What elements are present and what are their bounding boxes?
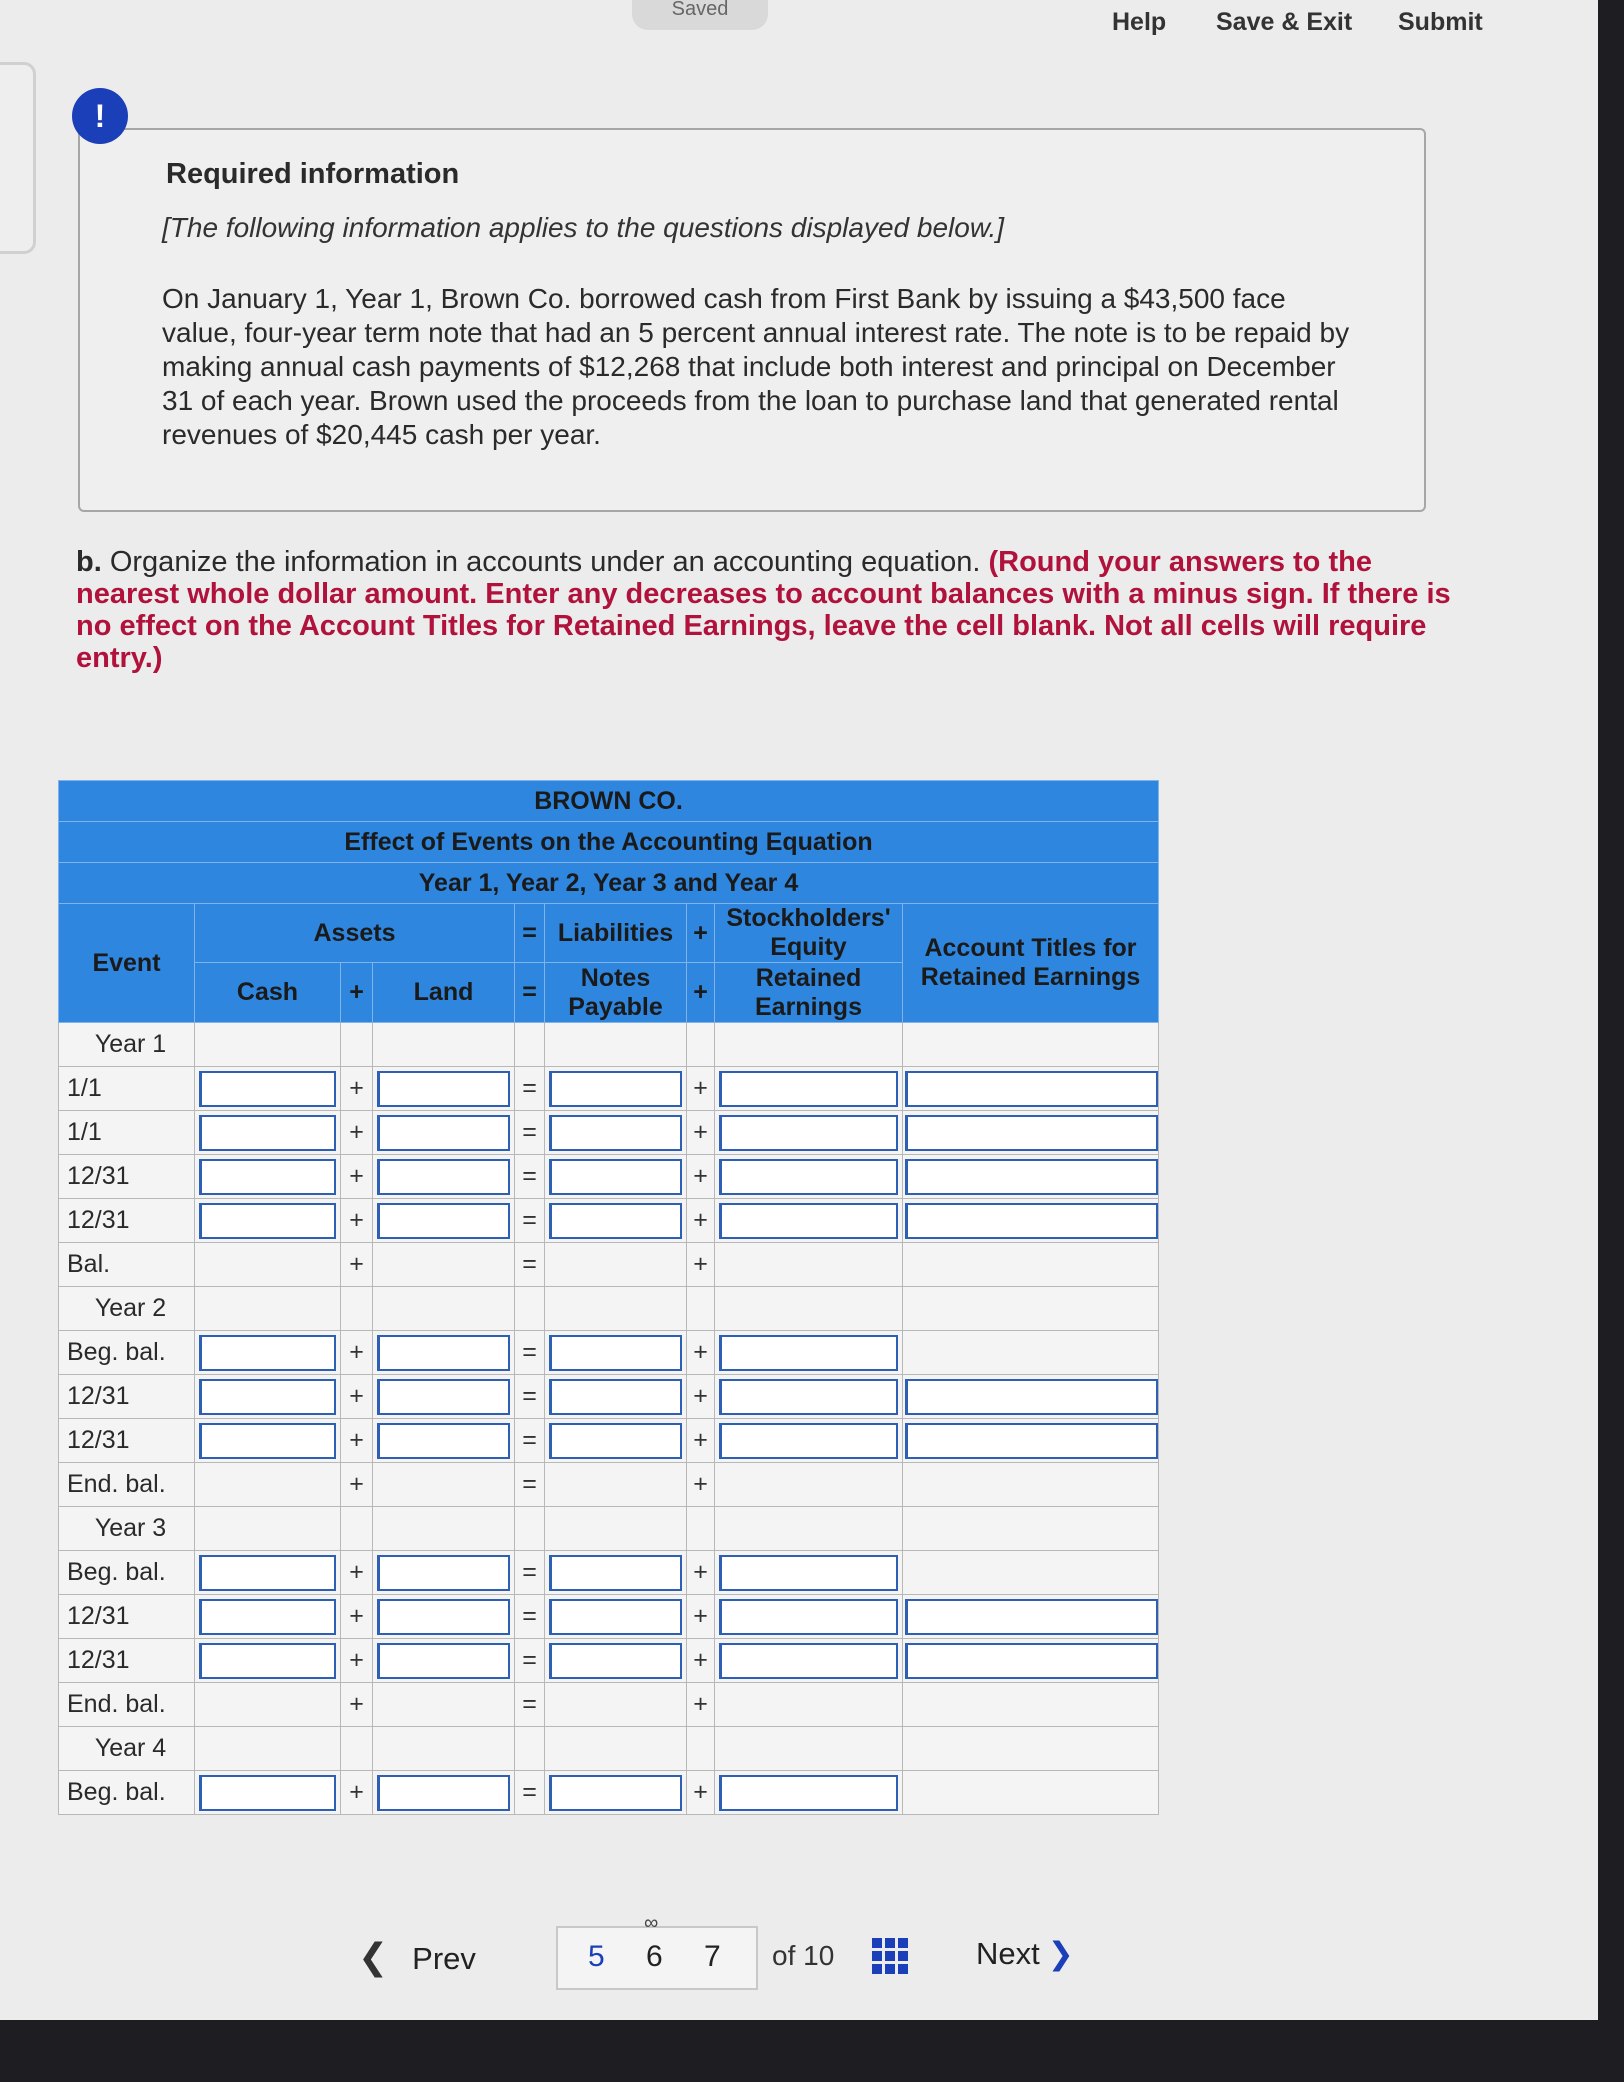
cash-input[interactable]	[199, 1775, 336, 1811]
plus-sign: +	[687, 1419, 715, 1463]
plus-sign: +	[341, 1595, 373, 1639]
plus-sign	[341, 1023, 373, 1067]
equals-sign: =	[515, 1375, 545, 1419]
table-period: Year 1, Year 2, Year 3 and Year 4	[59, 863, 1159, 904]
cash-cell	[195, 1551, 341, 1595]
equals-sign: =	[515, 1463, 545, 1507]
plus-sign: +	[687, 1199, 715, 1243]
equals-sign: =	[515, 1155, 545, 1199]
retained-earnings-input[interactable]	[719, 1335, 898, 1371]
plus-sign: +	[687, 1331, 715, 1375]
plus-sign: +	[341, 1243, 373, 1287]
table-row	[59, 1507, 1159, 1551]
equals-sign: =	[515, 1111, 545, 1155]
cash-cell	[195, 1067, 341, 1111]
land-cell	[373, 1683, 515, 1727]
notes-payable-cell	[545, 1155, 687, 1199]
next-label: Next	[976, 1936, 1040, 1971]
event-cell: Beg. bal.	[59, 1771, 195, 1815]
retained-earnings-cell	[715, 1727, 903, 1771]
land-cell	[373, 1419, 515, 1463]
plus-sign	[341, 1507, 373, 1551]
account-title-input[interactable]	[905, 1423, 1158, 1459]
account-title-input[interactable]	[905, 1203, 1158, 1239]
event-cell: 12/31	[59, 1199, 195, 1243]
account-title-cell	[903, 1067, 1159, 1111]
chevron-left-icon: ❮	[358, 1936, 389, 1977]
plus-sign: +	[687, 1639, 715, 1683]
table-row	[59, 1463, 1159, 1507]
notes-payable-cell	[545, 1639, 687, 1683]
table-row	[59, 1419, 1159, 1463]
accounting-equation-table	[58, 780, 1159, 1815]
retained-earnings-cell	[715, 1375, 903, 1419]
retained-earnings-cell	[715, 1023, 903, 1067]
alert-icon: !	[72, 88, 128, 144]
plus-sign: +	[341, 1683, 373, 1727]
cash-cell	[195, 1727, 341, 1771]
plus-sign	[341, 1727, 373, 1771]
plus-sign: +	[687, 1683, 715, 1727]
account-title-cell	[903, 1683, 1159, 1727]
land-cell	[373, 1771, 515, 1815]
retained-earnings-cell	[715, 1507, 903, 1551]
retained-earnings-input[interactable]	[719, 1203, 898, 1239]
table-row	[59, 1199, 1159, 1243]
header-event: Event	[59, 904, 195, 1023]
cash-cell	[195, 1639, 341, 1683]
land-input[interactable]	[377, 1379, 510, 1415]
table-row	[59, 1287, 1159, 1331]
notes-payable-cell	[545, 1111, 687, 1155]
header-plus-3: +	[687, 963, 715, 1023]
land-input[interactable]	[377, 1071, 510, 1107]
cash-cell	[195, 1243, 341, 1287]
notes-payable-cell	[545, 1067, 687, 1111]
land-cell	[373, 1155, 515, 1199]
land-cell	[373, 1595, 515, 1639]
plus-sign	[687, 1727, 715, 1771]
land-input[interactable]	[377, 1159, 510, 1195]
land-cell	[373, 1551, 515, 1595]
retained-earnings-cell	[715, 1595, 903, 1639]
retained-earnings-input[interactable]	[719, 1555, 898, 1591]
land-cell	[373, 1727, 515, 1771]
plus-sign: +	[341, 1771, 373, 1815]
plus-sign: +	[687, 1155, 715, 1199]
cash-cell	[195, 1111, 341, 1155]
page-selector	[556, 1926, 758, 1990]
equals-sign	[515, 1507, 545, 1551]
cash-cell	[195, 1595, 341, 1639]
retained-earnings-cell	[715, 1067, 903, 1111]
account-title-cell	[903, 1155, 1159, 1199]
account-title-cell	[903, 1023, 1159, 1067]
equals-sign	[515, 1727, 545, 1771]
header-equals-2: =	[515, 963, 545, 1023]
header-plus-2: +	[341, 963, 373, 1023]
equals-sign: =	[515, 1639, 545, 1683]
page-5[interactable]: 5	[588, 1940, 605, 1973]
retained-earnings-input[interactable]	[719, 1599, 898, 1635]
retained-earnings-cell	[715, 1111, 903, 1155]
cash-cell	[195, 1287, 341, 1331]
save-exit-link[interactable]: Save & Exit	[1216, 8, 1353, 36]
account-title-cell	[903, 1551, 1159, 1595]
table-row	[59, 1331, 1159, 1375]
plus-sign: +	[341, 1419, 373, 1463]
notes-payable-cell	[545, 1507, 687, 1551]
event-cell: Year 2	[59, 1287, 195, 1331]
retained-earnings-cell	[715, 1331, 903, 1375]
question-instruction: (Round your answers to the nearest whole dollar amount. Enter any decreases to account balances with a minus sign. If there is no effect on the Account Titles for Retained Earnings, leave the cell blank. Not all cells will require entry.)	[76, 546, 1451, 674]
retained-earnings-input[interactable]	[719, 1159, 898, 1195]
event-cell: 12/31	[59, 1595, 195, 1639]
required-info-title: Required information	[166, 158, 460, 190]
cash-input[interactable]	[199, 1071, 336, 1107]
cash-cell	[195, 1507, 341, 1551]
help-link[interactable]: Help	[1112, 8, 1167, 36]
notes-payable-cell	[545, 1727, 687, 1771]
account-title-input[interactable]	[905, 1599, 1158, 1635]
account-title-cell	[903, 1331, 1159, 1375]
event-cell: Beg. bal.	[59, 1551, 195, 1595]
plus-sign: +	[341, 1111, 373, 1155]
table-row	[59, 1111, 1159, 1155]
notes-payable-cell	[545, 1023, 687, 1067]
plus-sign: +	[687, 1243, 715, 1287]
header-equals: =	[515, 904, 545, 963]
notes-payable-input[interactable]	[549, 1775, 682, 1811]
cash-cell	[195, 1023, 341, 1067]
cash-cell	[195, 1771, 341, 1815]
notes-payable-cell	[545, 1331, 687, 1375]
notes-payable-input[interactable]	[549, 1555, 682, 1591]
retained-earnings-cell	[715, 1419, 903, 1463]
plus-sign: +	[341, 1199, 373, 1243]
equals-sign: =	[515, 1595, 545, 1639]
table-row	[59, 1243, 1159, 1287]
table-subtitle: Effect of Events on the Accounting Equation	[59, 822, 1159, 863]
retained-earnings-cell	[715, 1639, 903, 1683]
account-title-cell	[903, 1771, 1159, 1815]
side-tab[interactable]	[0, 62, 36, 254]
event-cell: End. bal.	[59, 1683, 195, 1727]
notes-payable-cell	[545, 1463, 687, 1507]
plus-sign: +	[341, 1639, 373, 1683]
land-cell	[373, 1331, 515, 1375]
notes-payable-cell	[545, 1771, 687, 1815]
plus-sign	[341, 1287, 373, 1331]
land-input[interactable]	[377, 1555, 510, 1591]
notes-payable-cell	[545, 1595, 687, 1639]
account-title-cell	[903, 1375, 1159, 1419]
retained-earnings-cell	[715, 1243, 903, 1287]
notes-payable-cell	[545, 1683, 687, 1727]
table-company: BROWN CO.	[59, 781, 1159, 822]
land-input[interactable]	[377, 1115, 510, 1151]
required-info-note: [The following information applies to the questions displayed below.]	[162, 212, 1005, 243]
retained-earnings-input[interactable]	[719, 1643, 898, 1679]
land-cell	[373, 1243, 515, 1287]
land-input[interactable]	[377, 1423, 510, 1459]
retained-earnings-cell	[715, 1463, 903, 1507]
retained-earnings-input[interactable]	[719, 1379, 898, 1415]
cash-input[interactable]	[199, 1335, 336, 1371]
event-cell: 12/31	[59, 1155, 195, 1199]
notes-payable-input[interactable]	[549, 1071, 682, 1107]
notes-payable-input[interactable]	[549, 1643, 682, 1679]
notes-payable-input[interactable]	[549, 1203, 682, 1239]
table-row	[59, 1727, 1159, 1771]
notes-payable-cell	[545, 1375, 687, 1419]
cash-cell	[195, 1375, 341, 1419]
top-bar	[0, 0, 1598, 58]
header-cash: Cash	[195, 963, 341, 1023]
plus-sign	[687, 1023, 715, 1067]
land-cell	[373, 1507, 515, 1551]
question-label: b.	[76, 546, 102, 578]
equals-sign	[515, 1287, 545, 1331]
cash-input[interactable]	[199, 1159, 336, 1195]
event-cell: 1/1	[59, 1067, 195, 1111]
header-land: Land	[373, 963, 515, 1023]
notes-payable-input[interactable]	[549, 1335, 682, 1371]
cash-cell	[195, 1331, 341, 1375]
plus-sign: +	[687, 1595, 715, 1639]
retained-earnings-input[interactable]	[719, 1115, 898, 1151]
header-retained-earnings: Retained Earnings	[715, 963, 903, 1023]
land-input[interactable]	[377, 1643, 510, 1679]
table-row	[59, 1375, 1159, 1419]
retained-earnings-cell	[715, 1287, 903, 1331]
notes-payable-cell	[545, 1243, 687, 1287]
account-title-cell	[903, 1243, 1159, 1287]
account-title-input[interactable]	[905, 1159, 1158, 1195]
plus-sign: +	[687, 1375, 715, 1419]
notes-payable-input[interactable]	[549, 1599, 682, 1635]
equals-sign: =	[515, 1551, 545, 1595]
account-title-input[interactable]	[905, 1643, 1158, 1679]
notes-payable-cell	[545, 1551, 687, 1595]
plus-sign: +	[687, 1771, 715, 1815]
link-icon: ∞	[644, 1912, 659, 1934]
plus-sign: +	[687, 1551, 715, 1595]
account-title-cell	[903, 1507, 1159, 1551]
land-cell	[373, 1639, 515, 1683]
chevron-right-icon: ❯	[1047, 1936, 1074, 1971]
notes-payable-input[interactable]	[549, 1159, 682, 1195]
equals-sign: =	[515, 1419, 545, 1463]
account-title-cell	[903, 1419, 1159, 1463]
plus-sign: +	[687, 1463, 715, 1507]
cash-cell	[195, 1199, 341, 1243]
notes-payable-cell	[545, 1287, 687, 1331]
cash-cell	[195, 1419, 341, 1463]
event-cell: 1/1	[59, 1111, 195, 1155]
cash-input[interactable]	[199, 1115, 336, 1151]
equals-sign: =	[515, 1771, 545, 1815]
account-title-cell	[903, 1639, 1159, 1683]
notes-payable-input[interactable]	[549, 1379, 682, 1415]
event-cell: End. bal.	[59, 1463, 195, 1507]
account-title-input[interactable]	[905, 1379, 1158, 1415]
account-title-cell	[903, 1111, 1159, 1155]
account-title-cell	[903, 1287, 1159, 1331]
plus-sign: +	[687, 1111, 715, 1155]
retained-earnings-input[interactable]	[719, 1071, 898, 1107]
land-input[interactable]	[377, 1599, 510, 1635]
plus-sign: +	[341, 1155, 373, 1199]
land-cell	[373, 1375, 515, 1419]
cash-cell	[195, 1683, 341, 1727]
equals-sign: =	[515, 1331, 545, 1375]
retained-earnings-input[interactable]	[719, 1423, 898, 1459]
header-stockholders-equity: Stockholders' Equity	[715, 904, 903, 963]
equals-sign: =	[515, 1067, 545, 1111]
question-text	[76, 546, 1476, 674]
retained-earnings-cell	[715, 1683, 903, 1727]
account-title-cell	[903, 1595, 1159, 1639]
event-cell: Year 4	[59, 1727, 195, 1771]
cash-input[interactable]	[199, 1203, 336, 1239]
question-prompt: Organize the information in accounts under an accounting equation.	[109, 546, 981, 578]
cash-cell	[195, 1155, 341, 1199]
event-cell: Beg. bal.	[59, 1331, 195, 1375]
cash-input[interactable]	[199, 1643, 336, 1679]
next-button[interactable]	[976, 1936, 1074, 1972]
plus-sign: +	[341, 1067, 373, 1111]
equals-sign	[515, 1023, 545, 1067]
land-cell	[373, 1199, 515, 1243]
header-assets: Assets	[195, 904, 515, 963]
table-row	[59, 1683, 1159, 1727]
account-title-input[interactable]	[905, 1115, 1158, 1151]
table-row	[59, 1067, 1159, 1111]
notes-payable-input[interactable]	[549, 1115, 682, 1151]
cash-cell	[195, 1463, 341, 1507]
plus-sign: +	[341, 1463, 373, 1507]
account-title-cell	[903, 1463, 1159, 1507]
notes-payable-input[interactable]	[549, 1423, 682, 1459]
event-cell: Year 3	[59, 1507, 195, 1551]
retained-earnings-cell	[715, 1771, 903, 1815]
page-total: of 10	[772, 1940, 835, 1971]
plus-sign: +	[341, 1331, 373, 1375]
header-liabilities: Liabilities	[545, 904, 687, 963]
land-cell	[373, 1111, 515, 1155]
land-input[interactable]	[377, 1203, 510, 1239]
cash-input[interactable]	[199, 1599, 336, 1635]
table-row	[59, 1595, 1159, 1639]
prev-label: Prev	[412, 1941, 476, 1976]
event-cell: 12/31	[59, 1639, 195, 1683]
land-cell	[373, 1023, 515, 1067]
submit-link[interactable]: Submit	[1398, 8, 1483, 36]
account-title-cell	[903, 1727, 1159, 1771]
grid-icon[interactable]	[872, 1938, 908, 1974]
retained-earnings-cell	[715, 1551, 903, 1595]
event-cell: Bal.	[59, 1243, 195, 1287]
event-cell: 12/31	[59, 1419, 195, 1463]
account-title-input[interactable]	[905, 1071, 1158, 1107]
land-input[interactable]	[377, 1775, 510, 1811]
land-cell	[373, 1463, 515, 1507]
equals-sign: =	[515, 1683, 545, 1727]
plus-sign	[687, 1507, 715, 1551]
equals-sign: =	[515, 1199, 545, 1243]
event-cell: Year 1	[59, 1023, 195, 1067]
retained-earnings-cell	[715, 1155, 903, 1199]
cash-input[interactable]	[199, 1379, 336, 1415]
notes-payable-cell	[545, 1199, 687, 1243]
land-cell	[373, 1067, 515, 1111]
cash-input[interactable]	[199, 1555, 336, 1591]
plus-sign: +	[341, 1551, 373, 1595]
table-row	[59, 1771, 1159, 1815]
plus-sign: +	[341, 1375, 373, 1419]
saved-indicator: Saved	[632, 0, 768, 30]
plus-sign: +	[687, 1067, 715, 1111]
prev-button[interactable]	[358, 1936, 476, 1978]
retained-earnings-cell	[715, 1199, 903, 1243]
event-cell: 12/31	[59, 1375, 195, 1419]
cash-input[interactable]	[199, 1423, 336, 1459]
table-row	[59, 1155, 1159, 1199]
header-account-titles: Account Titles for Retained Earnings	[903, 904, 1159, 1023]
plus-sign	[687, 1287, 715, 1331]
table-row	[59, 1551, 1159, 1595]
table-row	[59, 1639, 1159, 1683]
land-input[interactable]	[377, 1335, 510, 1371]
header-plus: +	[687, 904, 715, 963]
header-notes-payable: Notes Payable	[545, 963, 687, 1023]
notes-payable-cell	[545, 1419, 687, 1463]
required-info-body: On January 1, Year 1, Brown Co. borrowed cash from First Bank by issuing a $43,500 face value, four-year term note that had an 5 percent annual interest rate. The note is to be repaid by making annual cash payments of $12,268 that include both interest and principal on December 31 of each year. Brown used the proceeds from the loan to purchase land that generated rental revenues of $20,445 cash per year.	[162, 283, 1350, 450]
table-row	[59, 1023, 1159, 1067]
retained-earnings-input[interactable]	[719, 1775, 898, 1811]
page-7[interactable]: 7	[704, 1940, 721, 1973]
page-6-current[interactable]: 6	[646, 1940, 663, 1973]
equals-sign: =	[515, 1243, 545, 1287]
land-cell	[373, 1287, 515, 1331]
account-title-cell	[903, 1199, 1159, 1243]
